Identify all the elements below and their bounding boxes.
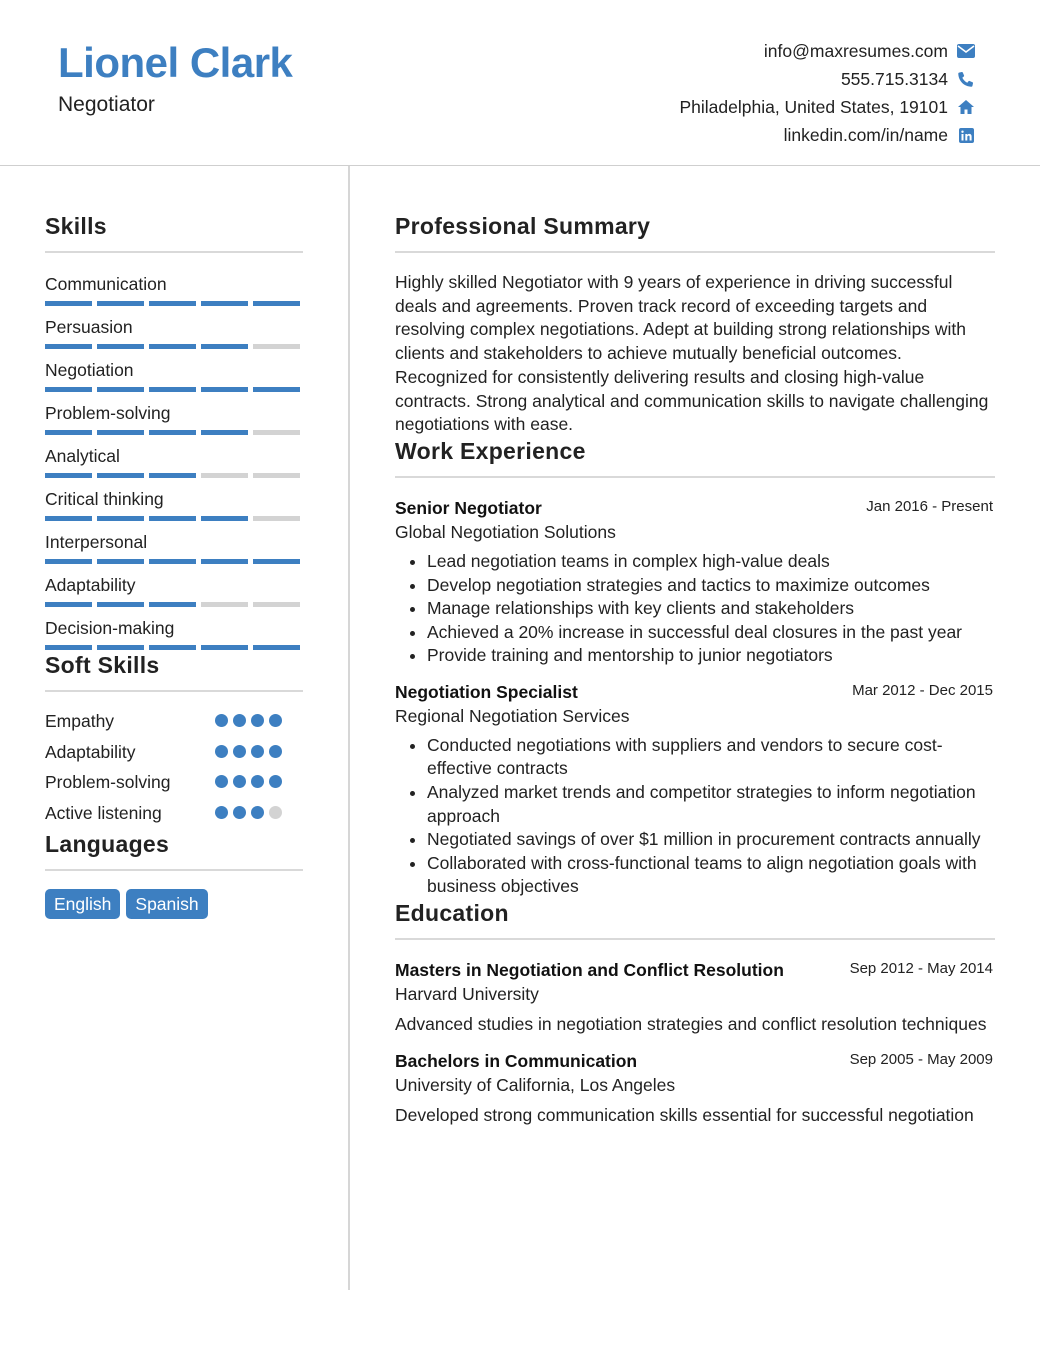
level-bar-filled xyxy=(253,559,300,564)
level-bar-filled xyxy=(45,473,92,478)
soft-skill-level-dots xyxy=(215,745,282,758)
school-name: University of California, Los Angeles xyxy=(395,1074,676,1095)
skill-level-bars xyxy=(45,301,300,306)
level-bar-filled xyxy=(149,516,196,521)
level-bar-filled xyxy=(253,645,300,650)
education-rule xyxy=(395,938,995,940)
soft-skill-label: Problem-solving xyxy=(45,772,171,792)
level-bar-filled xyxy=(97,430,144,435)
level-bar-filled xyxy=(149,387,196,392)
level-bar-filled xyxy=(45,387,92,392)
column-divider xyxy=(348,166,350,1290)
level-bar-filled xyxy=(201,516,248,521)
skill-label: Interpersonal xyxy=(45,532,148,552)
skill-label: Decision-making xyxy=(45,618,175,638)
soft-skills-rule xyxy=(45,690,303,692)
job-title: Negotiation Specialist xyxy=(395,681,578,702)
level-bar-filled xyxy=(45,559,92,564)
job-bullet: Develop negotiation strategies and tactics to maximize outcomes xyxy=(395,574,995,598)
level-bar-filled xyxy=(97,559,144,564)
envelope-icon xyxy=(956,41,976,61)
contact-linkedin-text: linkedin.com/in/name xyxy=(783,124,948,145)
resume-header xyxy=(0,0,1040,166)
job-dates: Jan 2016 - Present xyxy=(866,497,993,515)
contact-phone[interactable] xyxy=(679,65,976,93)
level-bar-empty xyxy=(201,602,248,607)
level-bar-filled xyxy=(45,301,92,306)
level-dot-filled xyxy=(233,745,246,758)
language-tag: Spanish xyxy=(126,889,207,919)
level-bar-filled xyxy=(97,602,144,607)
skill-level-bars xyxy=(45,516,300,521)
contact-location-text: Philadelphia, United States, 19101 xyxy=(679,96,948,117)
skill-level-bars xyxy=(45,645,300,650)
job-company: Regional Negotiation Services xyxy=(395,705,630,726)
soft-skill-item xyxy=(45,771,303,802)
skill-label: Adaptability xyxy=(45,575,136,595)
level-bar-filled xyxy=(253,387,300,392)
soft-skill-level-dots xyxy=(215,806,282,819)
skill-item xyxy=(45,441,303,484)
soft-skill-level-dots xyxy=(215,775,282,788)
degree-title: Masters in Negotiation and Conflict Resolution xyxy=(395,960,784,981)
level-dot-filled xyxy=(233,806,246,819)
level-dot-filled xyxy=(251,775,264,788)
level-dot-filled xyxy=(215,775,228,788)
summary-text: Highly skilled Negotiator with 9 years of experience in driving successful deals and agreements. Proven track record of exceeding targets and resolving complex negotiations. Adept at building strong relationships with clients and stakeholders to achieve mutually beneficial outcomes. Recognized for consistently delivering results and closing high-value contracts. Strong analytical and communication skills to navigate challenging negotiations with ease. xyxy=(395,272,989,435)
level-dot-filled xyxy=(233,714,246,727)
summary-rule xyxy=(395,251,995,253)
work-heading: Work Experience xyxy=(395,437,586,464)
level-bar-filled xyxy=(149,473,196,478)
level-bar-filled xyxy=(97,473,144,478)
job-bullets xyxy=(395,550,995,668)
soft-skill-item xyxy=(45,710,303,741)
level-bar-filled xyxy=(45,516,92,521)
main-content xyxy=(395,166,995,1127)
level-bar-filled xyxy=(97,301,144,306)
level-dot-filled xyxy=(251,714,264,727)
level-bar-filled xyxy=(253,301,300,306)
education-dates: Sep 2005 - May 2009 xyxy=(849,1050,993,1068)
level-dot-empty xyxy=(269,806,282,819)
job-bullet: Collaborated with cross-functional teams to align negotiation goals with business objectives xyxy=(395,852,995,899)
job-entry xyxy=(395,681,995,899)
soft-skill-item xyxy=(45,802,303,833)
level-bar-empty xyxy=(253,430,300,435)
job-header xyxy=(395,497,995,521)
contact-email-text: info@maxresumes.com xyxy=(763,40,948,61)
level-dot-filled xyxy=(215,745,228,758)
job-entry xyxy=(395,497,995,668)
skill-item xyxy=(45,312,303,355)
skill-label: Problem-solving xyxy=(45,403,171,423)
linkedin-icon xyxy=(956,125,976,145)
skills-heading: Skills xyxy=(45,213,107,239)
contact-list xyxy=(679,37,976,149)
skill-item xyxy=(45,527,303,570)
job-title: Senior Negotiator xyxy=(395,497,542,518)
soft-skill-label: Adaptability xyxy=(45,741,136,762)
skill-label: Analytical xyxy=(45,446,120,466)
languages-list xyxy=(45,889,303,919)
skill-item xyxy=(45,269,303,312)
education-description: Developed strong communication skills essential for successful negotiation xyxy=(395,1104,974,1125)
language-tag: English xyxy=(45,889,120,919)
level-bar-filled xyxy=(45,344,92,349)
level-dot-filled xyxy=(269,745,282,758)
level-dot-filled xyxy=(251,806,264,819)
candidate-name: Lionel Clark xyxy=(58,39,293,86)
soft-skills-heading: Soft Skills xyxy=(45,652,160,678)
level-bar-filled xyxy=(201,344,248,349)
job-bullet: Negotiated savings of over $1 million in procurement contracts annually xyxy=(395,828,995,852)
level-bar-filled xyxy=(201,387,248,392)
work-rule xyxy=(395,476,995,478)
sidebar xyxy=(45,166,303,919)
skill-level-bars xyxy=(45,344,300,349)
level-bar-empty xyxy=(253,516,300,521)
level-bar-filled xyxy=(201,559,248,564)
skill-level-bars xyxy=(45,559,300,564)
education-dates: Sep 2012 - May 2014 xyxy=(849,960,993,978)
level-dot-filled xyxy=(269,775,282,788)
education-header xyxy=(395,959,995,983)
skill-item xyxy=(45,613,303,656)
job-dates: Mar 2012 - Dec 2015 xyxy=(852,681,993,699)
skill-item xyxy=(45,484,303,527)
level-bar-filled xyxy=(97,645,144,650)
education-heading: Education xyxy=(395,900,509,927)
skill-level-bars xyxy=(45,387,300,392)
level-bar-empty xyxy=(253,602,300,607)
level-bar-filled xyxy=(201,430,248,435)
skill-item xyxy=(45,355,303,398)
degree-title: Bachelors in Communication xyxy=(395,1050,638,1071)
job-header xyxy=(395,681,995,705)
skills-rule xyxy=(45,251,303,253)
level-bar-empty xyxy=(253,344,300,349)
level-bar-filled xyxy=(149,344,196,349)
level-bar-filled xyxy=(45,602,92,607)
skill-item xyxy=(45,570,303,613)
level-bar-filled xyxy=(149,645,196,650)
level-dot-filled xyxy=(269,714,282,727)
level-bar-filled xyxy=(149,602,196,607)
skills-list xyxy=(45,269,303,656)
job-bullet: Lead negotiation teams in complex high-value deals xyxy=(395,550,995,574)
soft-skill-label: Active listening xyxy=(45,802,162,823)
job-bullet: Achieved a 20% increase in successful deal closures in the past year xyxy=(395,621,995,645)
level-bar-empty xyxy=(253,473,300,478)
soft-skills-list xyxy=(45,710,303,832)
level-dot-filled xyxy=(215,714,228,727)
level-bar-empty xyxy=(201,473,248,478)
level-dot-filled xyxy=(233,775,246,788)
level-bar-filled xyxy=(97,387,144,392)
level-bar-filled xyxy=(201,645,248,650)
level-dot-filled xyxy=(251,745,264,758)
education-header xyxy=(395,1050,995,1074)
level-bar-filled xyxy=(45,430,92,435)
soft-skill-label: Empathy xyxy=(45,711,115,731)
level-bar-filled xyxy=(97,516,144,521)
contact-phone-text: 555.715.3134 xyxy=(840,68,948,89)
education-entry xyxy=(395,1050,995,1128)
skill-label: Communication xyxy=(45,274,167,294)
languages-rule xyxy=(45,869,303,871)
level-dot-filled xyxy=(215,806,228,819)
school-name: Harvard University xyxy=(395,984,539,1005)
job-company: Global Negotiation Solutions xyxy=(395,521,616,542)
skill-label: Negotiation xyxy=(45,360,134,380)
level-bar-filled xyxy=(45,645,92,650)
education-entry xyxy=(395,959,995,1037)
job-bullets xyxy=(395,734,995,899)
soft-skill-level-dots xyxy=(215,714,282,727)
skill-label: Critical thinking xyxy=(45,489,164,509)
skill-level-bars xyxy=(45,430,300,435)
job-bullet: Provide training and mentorship to junior negotiators xyxy=(395,644,995,668)
level-bar-filled xyxy=(149,559,196,564)
languages-heading: Languages xyxy=(45,831,170,857)
skill-label: Persuasion xyxy=(45,317,133,337)
level-bar-filled xyxy=(149,430,196,435)
contact-email[interactable] xyxy=(679,37,976,65)
phone-icon xyxy=(956,69,976,89)
skill-item xyxy=(45,398,303,441)
soft-skill-item xyxy=(45,741,303,772)
contact-location xyxy=(679,93,976,121)
level-bar-filled xyxy=(201,301,248,306)
job-bullet: Analyzed market trends and competitor strategies to inform negotiation approach xyxy=(395,781,995,828)
home-icon xyxy=(956,97,976,117)
education-description: Advanced studies in negotiation strategies and conflict resolution techniques xyxy=(395,1014,987,1035)
summary-heading: Professional Summary xyxy=(395,213,651,239)
job-bullet: Conducted negotiations with suppliers and vendors to secure cost-effective contracts xyxy=(395,734,995,781)
level-bar-filled xyxy=(97,344,144,349)
contact-linkedin[interactable] xyxy=(679,121,976,149)
skill-level-bars xyxy=(45,602,300,607)
level-bar-filled xyxy=(149,301,196,306)
skill-level-bars xyxy=(45,473,300,478)
candidate-role: Negotiator xyxy=(58,93,155,116)
job-bullet: Manage relationships with key clients and stakeholders xyxy=(395,597,995,621)
